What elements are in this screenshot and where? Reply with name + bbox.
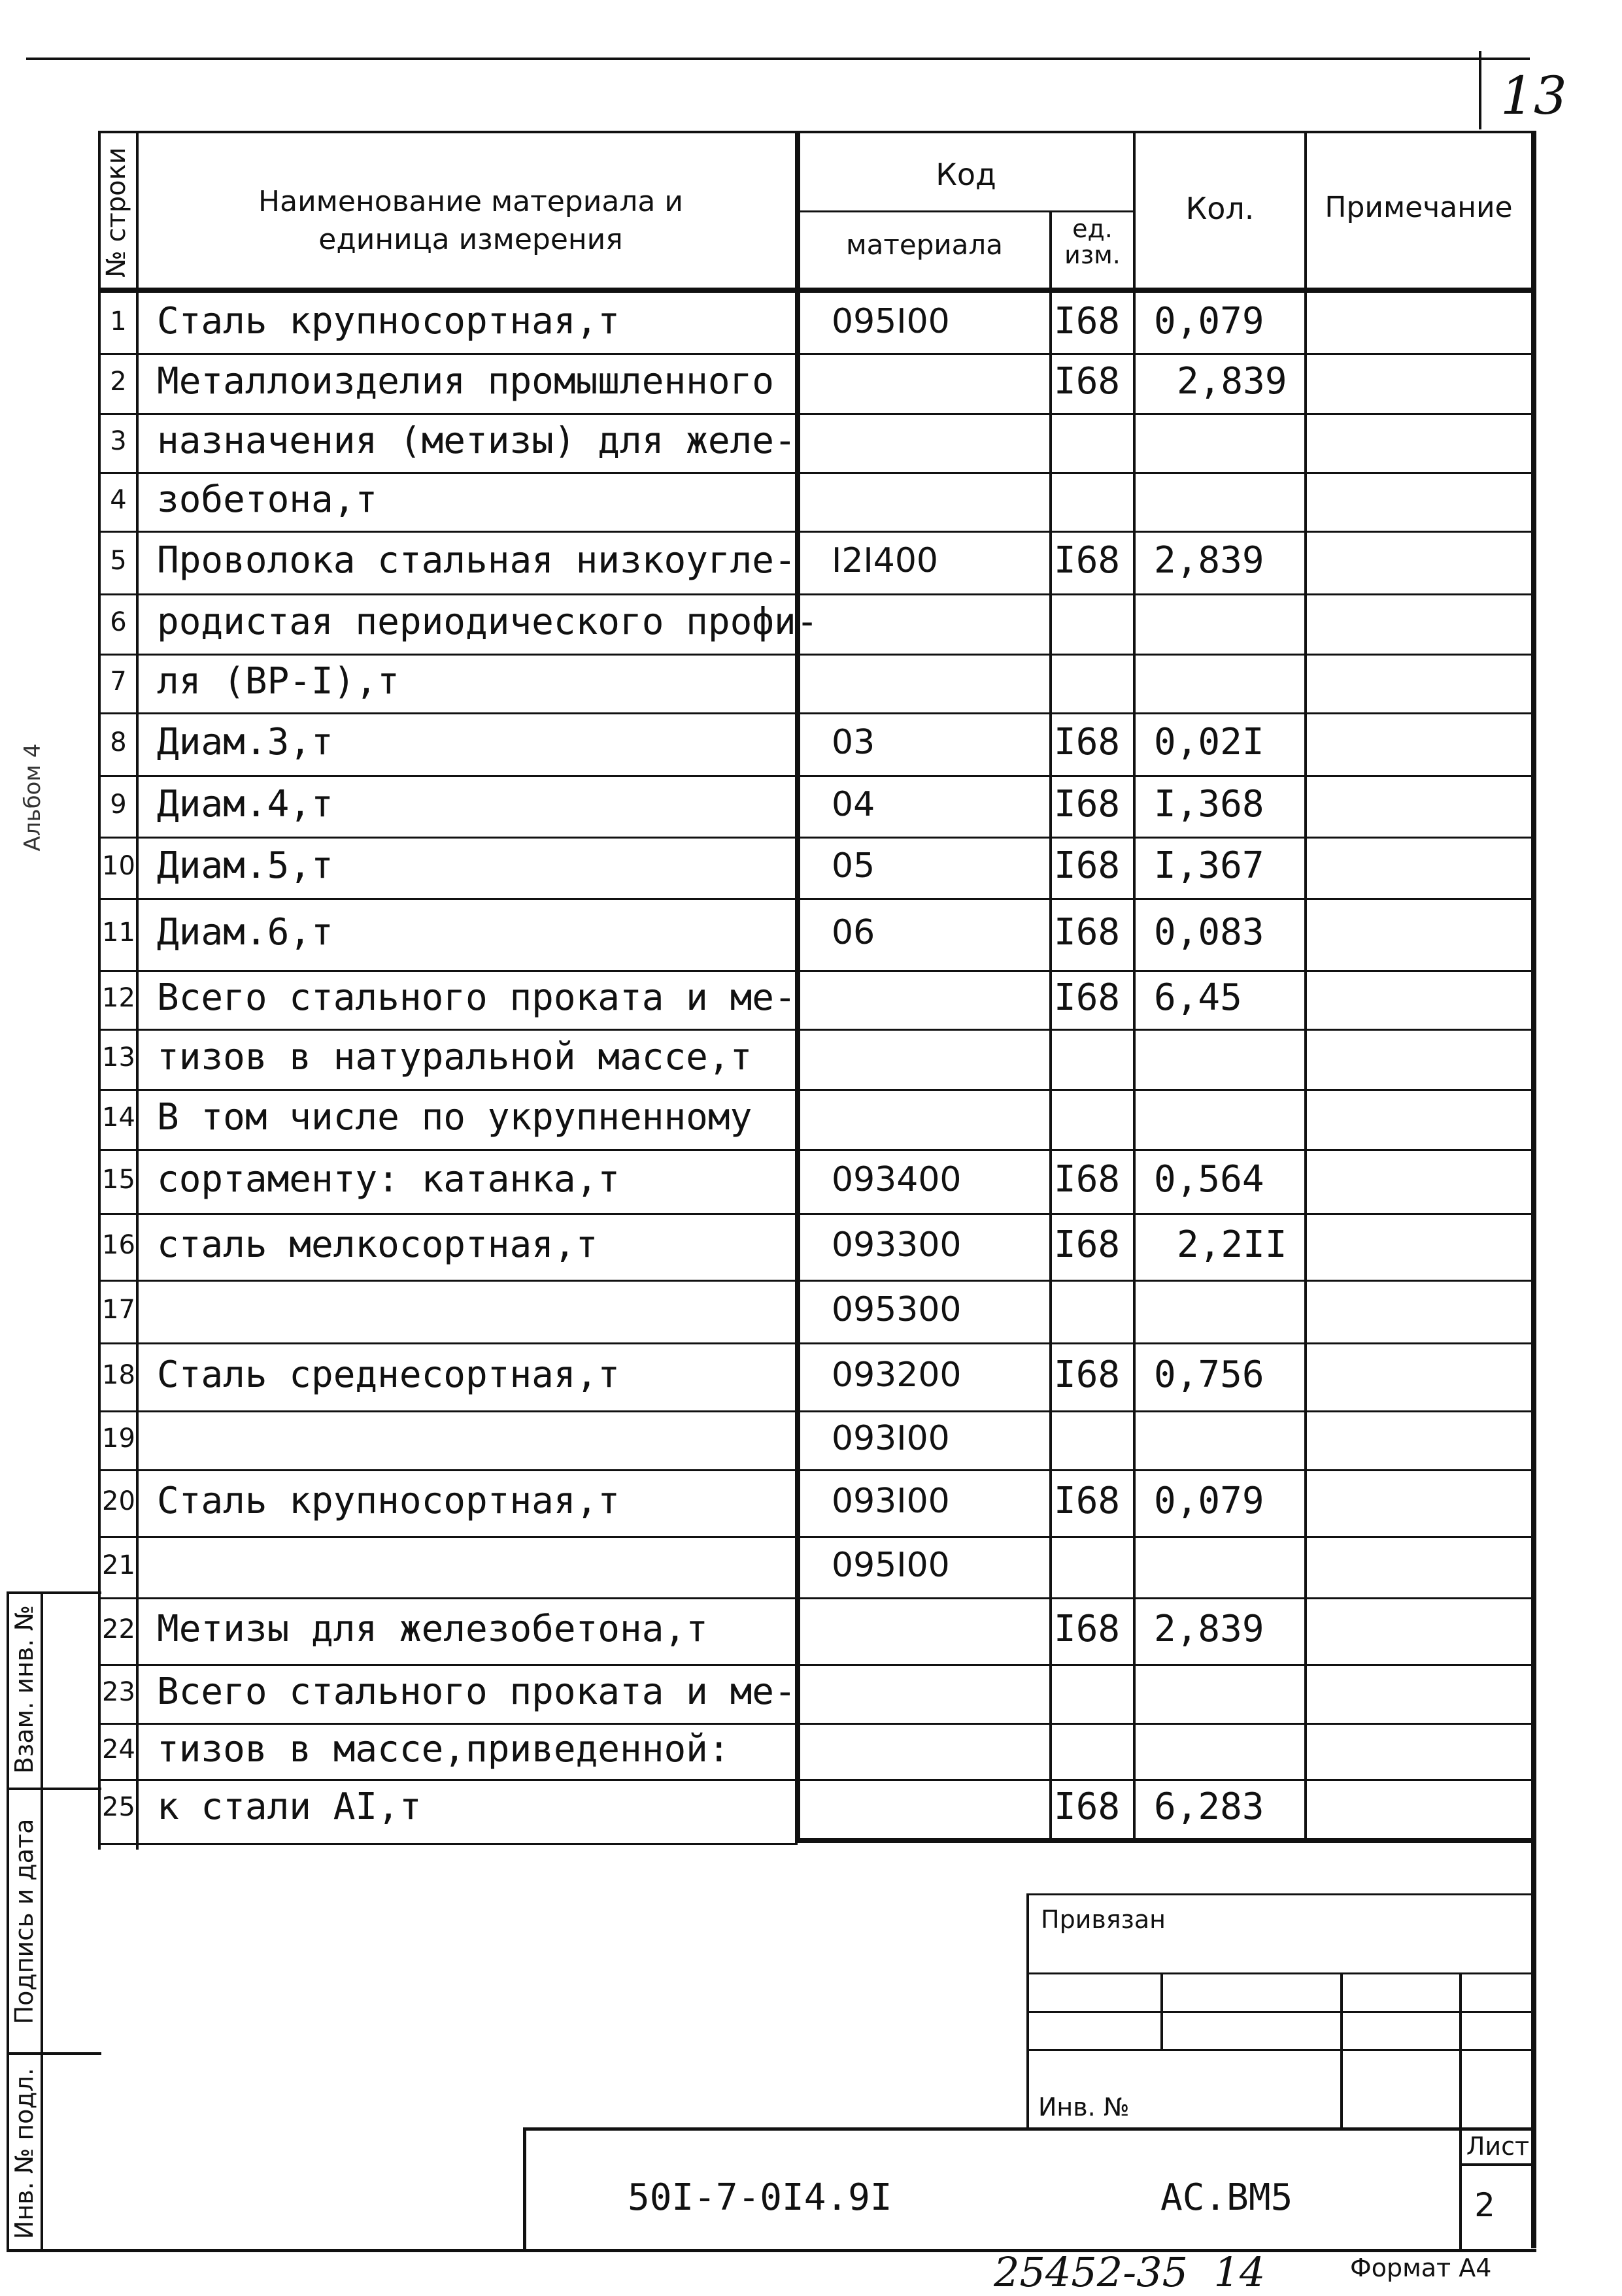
row-material-name: тизов в массе,приведенной: [157, 1728, 730, 1771]
table-row [0, 593, 1622, 654]
row-unit-code: I68 [1054, 300, 1121, 342]
row-separator [98, 837, 1536, 839]
table-row [0, 1342, 1622, 1410]
stamp-grid-v1 [1160, 1972, 1163, 2051]
header-qty: Кол. [1185, 191, 1255, 226]
row-quantity: I,367 [1154, 844, 1264, 887]
row-unit-code: I68 [1054, 1354, 1121, 1396]
header-code-material: материала [845, 229, 1003, 261]
label-vzam-inv: Взам. инв. № [10, 1605, 39, 1774]
row-separator [98, 1342, 1536, 1344]
row-number: 8 [110, 727, 127, 757]
top-rule [26, 58, 1530, 60]
margin-box-div2 [7, 2052, 101, 2055]
table-row [0, 654, 1622, 712]
header-code-group: Код [936, 157, 996, 192]
row-material-name: зобетона,т [157, 478, 378, 521]
table-row [0, 1410, 1622, 1469]
row-separator [98, 1410, 1536, 1412]
label-inv-podl: Инв. № подл. [10, 2067, 39, 2240]
row-number: 3 [110, 426, 127, 456]
row-unit-code: I68 [1054, 844, 1121, 887]
row-separator [98, 775, 1536, 777]
row-number: 15 [102, 1165, 135, 1195]
stamp-main-left [523, 2127, 526, 2252]
table-row [0, 970, 1622, 1029]
row-separator [98, 1213, 1536, 1215]
row-material-name: Метизы для железобетона,т [157, 1608, 708, 1650]
row-material-name: В том числе по укрупненному [157, 1096, 752, 1139]
table-row [0, 1029, 1622, 1089]
table-row [0, 775, 1622, 837]
row-separator [98, 654, 1536, 656]
sheet-mark-divider [1479, 51, 1481, 129]
row-material-name: родистая периодического профи- [157, 601, 819, 643]
header-code-unit: ед. изм. [1064, 214, 1121, 269]
table-row [0, 293, 1622, 353]
footer-handwritten-number: 25452-35 14 [994, 2248, 1266, 2296]
row-number: 11 [102, 918, 135, 948]
row-number: 20 [102, 1486, 135, 1516]
row-quantity: 6,45 [1154, 976, 1242, 1019]
row-material-name: ля (BP-I),т [157, 660, 399, 703]
row-number: 9 [110, 790, 127, 820]
table-row [0, 837, 1622, 898]
stamp-privyazan: Привязан [1041, 1905, 1166, 1934]
row-material-name: сталь мелкосортная,т [157, 1223, 598, 1266]
row-material-code: 095300 [832, 1290, 962, 1329]
row-quantity: 2,2II [1177, 1223, 1287, 1266]
row-material-name: Всего стального проката и ме- [157, 1671, 796, 1713]
row-separator [98, 1280, 1536, 1282]
row-separator [98, 1149, 1536, 1151]
stamp-doc-code: АС.ВМ5 [1160, 2176, 1293, 2219]
row-material-name: тизов в натуральной массе,т [157, 1036, 752, 1078]
stamp-privyazan-top [1026, 1893, 1536, 1895]
row-material-code: 093200 [832, 1356, 962, 1395]
row-separator [98, 1664, 1536, 1666]
table-bottom-border [795, 1838, 1536, 1843]
row-material-name: Сталь крупносортная,т [157, 1480, 620, 1522]
table-row [0, 413, 1622, 472]
table-row [0, 712, 1622, 775]
row-number: 14 [102, 1103, 135, 1133]
stamp-inv-no: Инв. № [1038, 2093, 1130, 2121]
row-quantity: 2,839 [1177, 360, 1287, 403]
row-quantity: 0,756 [1154, 1354, 1264, 1396]
row-unit-code: I68 [1054, 1158, 1121, 1201]
row-material-code: 03 [832, 723, 875, 762]
row-separator [98, 898, 1536, 900]
row-material-name: Сталь крупносортная,т [157, 300, 620, 342]
row-number: 2 [110, 367, 127, 397]
row-number: 4 [110, 485, 127, 515]
row-separator [98, 712, 1536, 714]
table-row [0, 1723, 1622, 1779]
row-material-code: 05 [832, 846, 875, 886]
row-number: 23 [102, 1677, 135, 1707]
row-quantity: 2,839 [1154, 1608, 1264, 1650]
table-row [0, 1779, 1622, 1838]
row-number: 24 [102, 1735, 135, 1765]
table-row [0, 1280, 1622, 1342]
row-unit-code: I68 [1054, 1786, 1121, 1828]
row-number: 21 [102, 1550, 135, 1580]
header-row-no: № строки [101, 147, 131, 278]
row-quantity: 6,283 [1154, 1786, 1264, 1828]
row-unit-code: I68 [1054, 721, 1121, 763]
row-separator [98, 413, 1536, 415]
row-number: 18 [102, 1360, 135, 1390]
row-quantity: 0,564 [1154, 1158, 1264, 1201]
row-unit-code: I68 [1054, 360, 1121, 403]
row-number: 19 [102, 1423, 135, 1454]
row-material-code: I2I400 [832, 541, 939, 580]
row-separator [98, 1536, 1536, 1538]
row-separator [98, 1029, 1536, 1031]
row-quantity: 0,079 [1154, 300, 1264, 342]
row-material-name: Диам.5,т [157, 844, 333, 887]
row-number: 16 [102, 1230, 135, 1260]
row-quantity: 0,083 [1154, 911, 1264, 954]
row-number: 13 [102, 1042, 135, 1073]
row-material-code: 093300 [832, 1225, 962, 1265]
row-separator [98, 1723, 1536, 1725]
row-number: 6 [110, 607, 127, 637]
margin-box-left [7, 1591, 9, 2252]
header-note: Примечание [1325, 191, 1513, 224]
row-separator [98, 593, 1536, 595]
header-name: Наименование материала и единица измерения [258, 185, 683, 256]
margin-box-div1 [7, 1788, 101, 1790]
row-number: 12 [102, 983, 135, 1013]
page-bottom-rule [7, 2249, 1536, 2252]
row-number: 7 [110, 667, 127, 697]
row-separator [98, 970, 1536, 972]
row-separator [98, 1469, 1536, 1471]
row-separator [98, 1779, 1536, 1781]
stamp-sheet-label: Лист [1466, 2132, 1530, 2161]
row-unit-code: I68 [1054, 539, 1121, 582]
row-material-name: сортаменту: катанка,т [157, 1158, 620, 1201]
table-row [0, 1213, 1622, 1280]
row-separator [98, 531, 1536, 533]
row-separator [98, 472, 1536, 474]
row-quantity: I,368 [1154, 783, 1264, 825]
row-material-name: назначения (метизы) для желе- [157, 420, 796, 462]
row-separator [98, 353, 1536, 355]
table-row [0, 1149, 1622, 1213]
row-material-code: 04 [832, 785, 875, 824]
row-unit-code: I68 [1054, 911, 1121, 954]
stamp-grid-v3 [1459, 1972, 1462, 2129]
row-material-name: Диам.3,т [157, 721, 333, 763]
row-unit-code: I68 [1054, 1608, 1121, 1650]
table-row [0, 1536, 1622, 1597]
row-unit-code: I68 [1054, 1223, 1121, 1266]
row-material-name: Всего стального проката и ме- [157, 976, 796, 1019]
table-top-border [98, 131, 1536, 133]
stamp-doc-number: 50I-7-0I4.9I [628, 2176, 892, 2219]
row-unit-code: I68 [1054, 976, 1121, 1019]
row-separator [98, 1597, 1536, 1599]
row-material-code: 095I00 [832, 302, 950, 341]
row-material-name: Диам.4,т [157, 783, 333, 825]
row-number: 5 [110, 546, 127, 576]
row-number: 22 [102, 1614, 135, 1644]
row-material-code: 093I00 [832, 1419, 950, 1458]
row-quantity: 2,839 [1154, 539, 1264, 582]
stamp-sheet-div [1459, 2163, 1536, 2166]
row-quantity: 0,079 [1154, 1480, 1264, 1522]
row-number: 25 [102, 1792, 135, 1822]
sheet-mark: 13 [1500, 65, 1567, 126]
table-row [0, 1597, 1622, 1664]
table-row [0, 472, 1622, 531]
row-material-code: 06 [832, 913, 875, 952]
table-row [0, 1664, 1622, 1723]
row-material-name: Проволока стальная низкоугле- [157, 539, 796, 582]
row-material-code: 093400 [832, 1160, 962, 1199]
row-unit-code: I68 [1054, 1480, 1121, 1522]
row-number: 1 [110, 307, 127, 337]
table-row [0, 531, 1622, 593]
header-bottom-border [98, 288, 1536, 293]
row-material-name: Сталь среднесортная,т [157, 1354, 620, 1396]
table-row [0, 1089, 1622, 1149]
stamp-main-top [523, 2127, 1536, 2131]
row-separator [98, 1089, 1536, 1091]
row-material-code: 093I00 [832, 1482, 950, 1521]
code-subheader-line [798, 210, 1134, 212]
row-quantity: 0,02I [1154, 721, 1264, 763]
stamp-sheet-number: 2 [1474, 2186, 1495, 2224]
row-number: 10 [102, 851, 135, 881]
row-material-name: Металлоизделия промышленного [157, 360, 775, 403]
label-podpis-data: Подпись и дата [10, 1818, 39, 2025]
row-material-name: Диам.6,т [157, 911, 333, 954]
table-row [0, 353, 1622, 413]
row-material-code: 095I00 [832, 1546, 950, 1585]
stamp-grid-v2 [1340, 1972, 1343, 2129]
row-number: 17 [102, 1295, 135, 1325]
table-row [0, 898, 1622, 970]
rows-bottom-thin [98, 1843, 798, 1845]
side-album-label: Альбом 4 [20, 743, 46, 852]
row-material-name: к стали AI,т [157, 1786, 422, 1828]
format-label: Формат А4 [1350, 2254, 1492, 2282]
row-unit-code: I68 [1054, 783, 1121, 825]
table-row [0, 1469, 1622, 1536]
